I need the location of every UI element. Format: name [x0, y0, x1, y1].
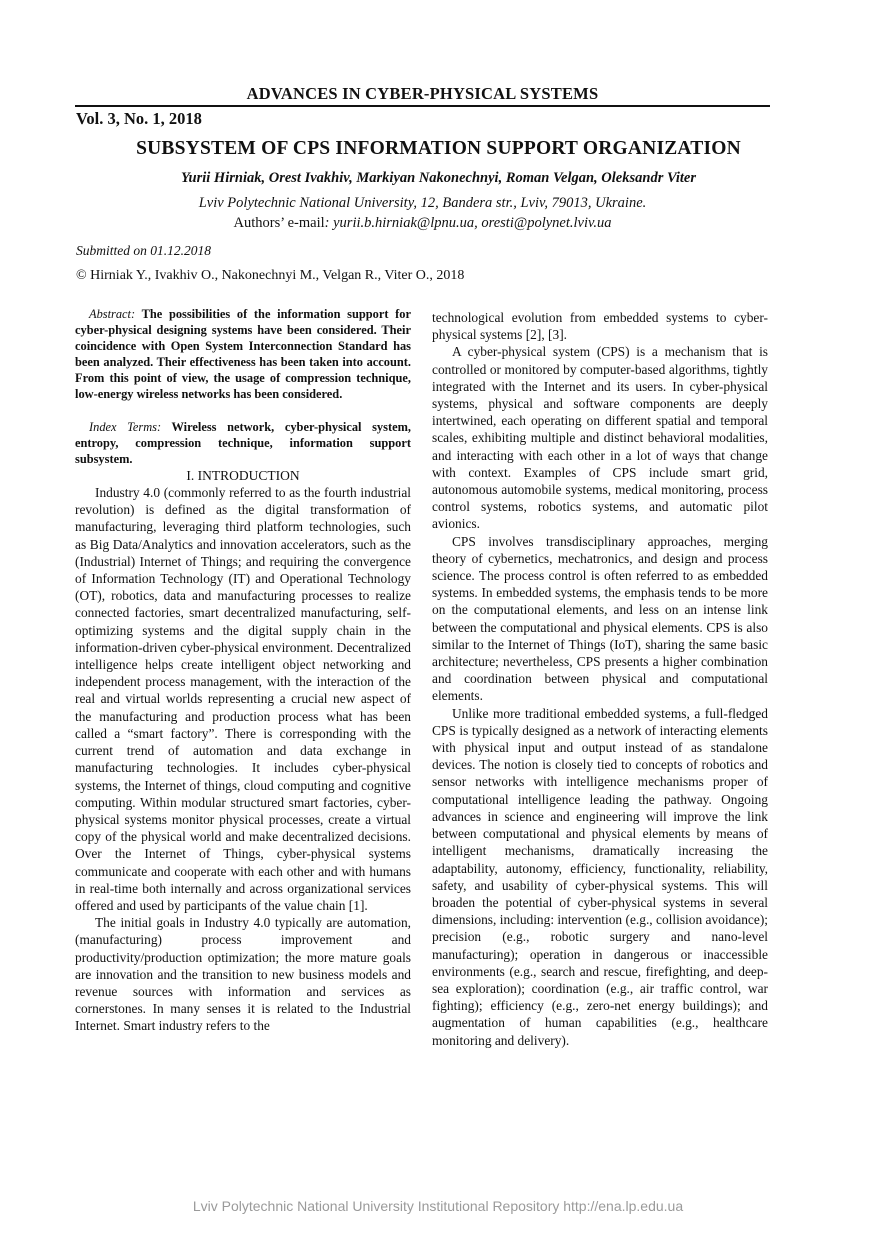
article-authors: Yurii Hirniak, Orest Ivakhiv, Markiyan Nakonechnyi, Roman Velgan, Oleksandr Viter: [181, 170, 696, 186]
article-title: SUBSYSTEM OF CPS INFORMATION SUPPORT ORGANIZATION: [136, 138, 741, 159]
abstract-text: The possibilities of the information support for cyber-physical designing systems have been considered. Their coincidence with Open System Interconnection Standard has been analyzed. Their effectiveness has been taken into account. From this point of view, the usage of compression technique, low-energy wireless networks has been considered.: [75, 307, 411, 402]
author-affiliation: Lviv Polytechnic National University, 12, Bandera str., Lviv, 79013, Ukraine.: [198, 195, 647, 211]
abstract: [75, 306, 411, 403]
copyright-notice: © Hirniak Y., Ivakhiv O., Nakonechnyi M., Velgan R., Viter O., 2018: [76, 268, 465, 283]
body-paragraph-continued: technological evolution from embedded systems to cyber-physical systems [2], [3].: [432, 310, 768, 343]
email-label: Authors’ e-mail: [233, 215, 325, 231]
body-paragraph: Unlike more traditional embedded systems, a full-fledged CPS is typically designed as a network of interacting elements with physical input and output instead of as standalone devices. The notion is closely tied to concepts of robotics and sensor networks with intelligence mechanisms proper of computational intelligence leading the pathway. Ongoing advances in science and engineering will improve the link between computational and physical elements by means of intelligent mechanisms, dramatically increasing the adaptability, autonomy, efficiency, functionality, reliability, safety, and usability of cyber-physical systems. This will broaden the potential of cyber-physical systems in several dimensions, including: intervention (e.g., collision avoidance); precision (e.g., robotic surgery and nano-level manufacturing); operation in dangerous or inaccessible environments (e.g., search and rescue, firefighting, and deep-sea exploration); coordination (e.g., air traffic control, war fighting); efficiency (e.g., zero-net energy buildings); and augmentation of human capabilities (e.g., healthcare monitoring and delivery).: [432, 705, 768, 1048]
author-email-line: [75, 215, 770, 232]
email-addresses[interactable]: : yurii.b.hirniak@lpnu.ua, oresti@polynet.lviv.ua: [324, 215, 612, 231]
section-heading-introduction: I. INTRODUCTION: [186, 467, 300, 483]
body-paragraph: Industry 4.0 (commonly referred to as the fourth industrial revolution) is defined as the digital transformation of manufacturing, leveraging third platform technologies, such as Big Data/Analytics and innovation accelerators, such as the (Industrial) Internet of Things; and requiring the convergence of Information Technology (IT) and Operational Technology (OT), robotics, data and manufacturing processes to realize connected factories, smart decentralized manufacturing, self-optimizing systems and the digital supply chain in the information-driven cyber-physical environment. Decentralized intelligence helps create intelligent object networking and independent process management, with the interaction of the real and virtual worlds representing a crucial new aspect of the manufacturing and production process what has been called a “smart factory”. There is corresponding with the current trend of automation and data exchange in manufacturing technologies. It includes cyber-physical systems, the Internet of things, cloud computing and cognitive computing. Within modular structured smart factories, cyber-physical systems monitor physical processes, create a virtual copy of the physical world and make decentralized decisions. Over the Internet of Things, cyber-physical systems communicate and cooperate with each other and with humans in real-time both internally and across organizational services offered and used by participants of the value chain [1].: [75, 485, 411, 913]
right-column: [432, 309, 768, 1049]
abstract-label: Abstract:: [89, 307, 136, 321]
index-terms: [75, 419, 411, 467]
body-paragraph: A cyber-physical system (CPS) is a mechanism that is controlled or monitored by computer-based algorithms, tightly integrated with the Internet and its users. In cyber-physical systems, physical and software components are deeply intertwined, each operating on different spatial and temporal scales, exhibiting multiple and distinct behavioral modalities, and interacting with each other in a lot of ways that change with context. Examples of CPS include smart grid, autonomous automobile systems, medical monitoring, process control systems, robotics systems, and automatic pilot avionics.: [432, 344, 768, 532]
index-terms-text: Wireless network, cyber-physical system, entropy, compression technique, information support subsystem.: [75, 419, 411, 466]
journal-name: ADVANCES IN CYBER-PHYSICAL SYSTEMS: [246, 84, 599, 103]
repository-footer: Lviv Polytechnic National University Institutional Repository http://ena.lp.edu.ua: [192, 1198, 684, 1214]
body-paragraph: CPS involves transdisciplinary approaches, merging theory of cybernetics, mechatronics, and design and process science. The process control is often referred to as embedded systems. In embedded systems, the emphasis tends to be more on the computational elements, and less on an intense link between the computational and physical elements. CPS is also similar to the Internet of Things (IoT), sharing the same basic architecture; nevertheless, CPS presents a higher combination and coordination between physical and computational elements.: [432, 533, 768, 704]
volume-info: Vol. 3, No. 1, 2018: [76, 109, 202, 128]
index-terms-label: Index Terms:: [89, 419, 162, 434]
header-divider: [75, 105, 770, 107]
submitted-date: Submitted on 01.12.2018: [76, 243, 211, 258]
body-paragraph: The initial goals in Industry 4.0 typically are automation, (manufacturing) process improvement and productivity/production optimization; the more mature goals are innovation and the transition to new business models and revenue sources with information and services as cornerstones. In many senses it is related to the Industrial Internet. Smart industry refers to the: [75, 915, 411, 1034]
left-column: [75, 306, 411, 1035]
